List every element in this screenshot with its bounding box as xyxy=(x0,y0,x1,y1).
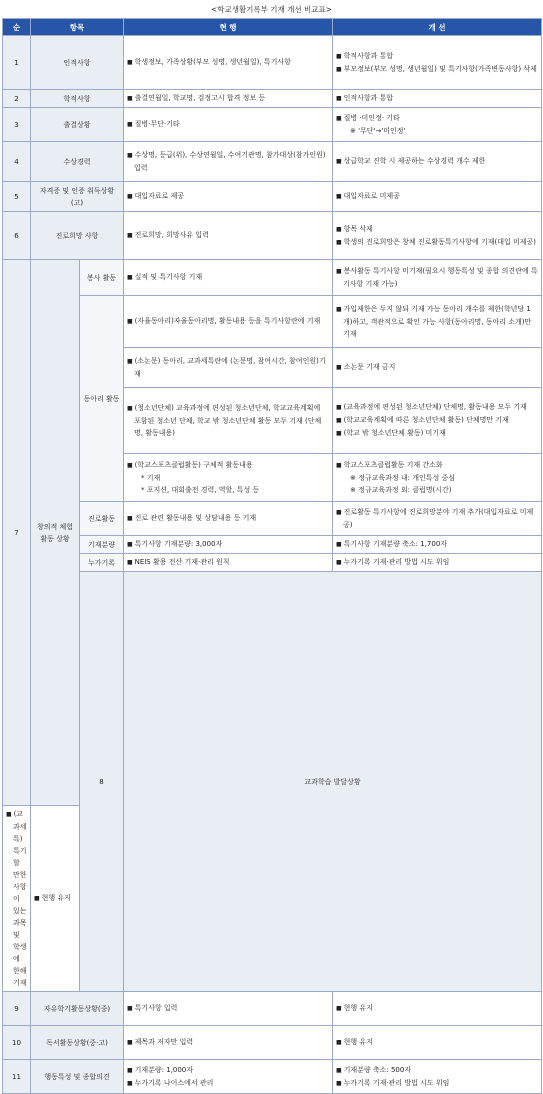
bullet-item: ■ (교육과정에 편성된 청소년단체) 단체명, 활동내용 모두 기재 xyxy=(336,401,538,414)
bullet-item: ■ 학교스포츠클럽활동 기재 간소화 xyxy=(336,459,538,472)
improved-cell xyxy=(333,992,542,1026)
table-row xyxy=(3,90,542,108)
bullet-item: ■ 진로 관련 활동내용 및 상담내용 등 기재 xyxy=(127,512,329,525)
bullet-item: ■ 인적사항과 통합 xyxy=(336,92,538,105)
table-title: <학교생활기록부 기재 개선 비교표> xyxy=(210,5,333,14)
row-item: 인적사항 xyxy=(31,36,124,90)
bullet-item: ■ 실적 및 특기사항 기재 xyxy=(127,271,329,284)
current-cell xyxy=(124,90,333,108)
improved-cell xyxy=(333,348,542,388)
header-item: 항목 xyxy=(31,19,124,36)
bullet-item: ■ (청소년단체) 교육과정에 편성된 청소년단체, 학교교육계획에 포함된 청소년 단체, 학교 밖 청소년단체 활동 모두 기재 (단체명, 활동내용) xyxy=(127,402,329,439)
bullet-item: ■ 특기사항 기재분량 축소: 1,700자 xyxy=(336,538,538,551)
improved-cell xyxy=(333,454,542,502)
bullet-item: ■ NEIS 활용 전산 기재·관리 원칙 xyxy=(127,556,329,569)
bullet-item: ■ 제목과 저자만 입력 xyxy=(127,1036,329,1049)
comparison-table xyxy=(2,18,542,1094)
bullet-item: ■ (학교스포츠클럽활동) 구체적 활동내용 xyxy=(127,459,329,472)
table-row xyxy=(3,502,542,536)
current-cell xyxy=(124,348,333,388)
bullet-item: ■ 소논문 기재 금지 xyxy=(336,361,538,374)
bullet-item: ■ (자율동아리)자율동아리명, 활동내용 등을 특기사항란에 기재 xyxy=(127,315,329,328)
row-item: 학적사항 xyxy=(31,90,124,108)
current-cell xyxy=(124,1060,333,1094)
bullet-item: ■ 현행 유지 xyxy=(336,1002,538,1015)
bullet-item: ■ 진로활동 특기사항에 진로희망분야 기재 추가(대입자료로 미제공) xyxy=(336,506,538,531)
improved-cell xyxy=(333,90,542,108)
sub-item: 봉사 활동 xyxy=(80,260,124,296)
bullet-item: ■ 대입자료로 미제공 xyxy=(336,190,538,203)
current-cell xyxy=(124,454,333,502)
bullet-item: ■ 봉사활동 특기사항 미기재(필요시 행동특성 및 종합 의견란에 특기사항 기재 가능) xyxy=(336,265,538,290)
improved-cell xyxy=(333,388,542,454)
bullet-item: ■ 상급학교 진학 시 제공하는 수상경력 개수 제한 xyxy=(336,155,538,168)
header-row xyxy=(3,19,542,36)
note-item: ※ 정규교육과정 내: 개인특성 중심 xyxy=(350,474,456,482)
row-item: 자격증 및 인증 취득상황(고) xyxy=(31,182,124,212)
improved-cell xyxy=(333,36,542,90)
improved-cell xyxy=(333,502,542,536)
table-row xyxy=(3,554,542,572)
table-row xyxy=(3,212,542,260)
improved-cell xyxy=(333,536,542,554)
table-row xyxy=(3,142,542,182)
table-row xyxy=(3,1060,542,1094)
bullet-item: ■ 현행 유지 xyxy=(34,892,76,905)
row-item: 진로희망 사항 xyxy=(31,212,124,260)
current-cell xyxy=(124,554,333,572)
current-cell xyxy=(124,992,333,1026)
row-num: 1 xyxy=(3,36,31,90)
bullet-item: ■ 현행 유지 xyxy=(336,1036,538,1049)
table-row xyxy=(3,182,542,212)
improved-cell xyxy=(31,806,80,992)
table-row xyxy=(3,36,542,90)
current-cell xyxy=(124,536,333,554)
row-num: 6 xyxy=(3,212,31,260)
header-improved: 개 선 xyxy=(333,19,542,36)
improved-cell xyxy=(333,296,542,348)
bullet-item: ■ (학교 밖 청소년단체 활동) 미기재 xyxy=(336,427,538,440)
bullet-item: ■ (학교교육계획에 따른 청소년단체 활동) 단체명만 기재 xyxy=(336,414,538,427)
bullet-item: ■ 기재분량: 1,000자 xyxy=(127,1064,329,1077)
row-item: 교과학습 발달상황 xyxy=(124,572,542,992)
improved-cell xyxy=(333,212,542,260)
bullet-item: ■ 부모정보(부모 성명, 생년월일) 및 특기사항(가족변동사항) 삭제 xyxy=(336,63,538,76)
improved-cell xyxy=(333,142,542,182)
header-current: 현 행 xyxy=(124,19,333,36)
row-num: 2 xyxy=(3,90,31,108)
improved-cell xyxy=(333,554,542,572)
improved-cell xyxy=(333,108,542,142)
note-item: * 기재 xyxy=(141,474,161,482)
note-item: * 포지션, 대회출전 경력, 역할, 특성 등 xyxy=(141,486,260,494)
table-row xyxy=(3,992,542,1026)
bullet-item: ■ 수상명, 등급(위), 수상연월일, 수여기관명, 참가대상(참가인원) 입력 xyxy=(127,149,329,174)
bullet-item: ■ 누가기록 기재·관리 방법 시도 위임 xyxy=(336,1077,538,1090)
improved-cell xyxy=(333,1026,542,1060)
bullet-item: ■ 학적사항과 통합 xyxy=(336,50,538,63)
current-cell xyxy=(124,296,333,348)
current-cell xyxy=(124,502,333,536)
row-item: 독서활동상황(중·고) xyxy=(31,1026,124,1060)
table-row xyxy=(3,108,542,142)
row-item: 출결상황 xyxy=(31,108,124,142)
row-num: 5 xyxy=(3,182,31,212)
bullet-item: ■ (교과세특) 특기할 만한 사항이 있는 과목 및 학생에 한해 기재 xyxy=(6,808,27,989)
bullet-item: ■ (소논문) 동아리, 교과세특란에 (논문명, 참여시간, 참여인원)기재 xyxy=(127,355,329,380)
sub-item: 진로활동 xyxy=(80,502,124,536)
table-row xyxy=(3,260,542,296)
sub-item: 동아리 활동 xyxy=(80,296,124,502)
sub-item: 누가기록 xyxy=(80,554,124,572)
table-row xyxy=(3,296,542,348)
row-num: 7 xyxy=(3,260,31,806)
improved-cell xyxy=(333,260,542,296)
improved-cell xyxy=(333,182,542,212)
row-item: 자유학기활동상황(중) xyxy=(31,992,124,1026)
note-item: ※ '무단'→'미인정' xyxy=(350,127,406,135)
note-item: ※ 정규교육과정 외: 클럽명(시간) xyxy=(350,486,452,494)
table-row xyxy=(3,536,542,554)
bullet-item: ■ 특기사항 기재분량: 3,000자 xyxy=(127,538,329,551)
bullet-item: ■ 질병 ·미인정· 기타 xyxy=(336,112,538,125)
sub-item: 기재분량 xyxy=(80,536,124,554)
bullet-item: ■ 기재분량 축소: 500자 xyxy=(336,1064,538,1077)
bullet-item: ■ 학생의 진로희망은 창체 진로활동특기사항에 기재(대입 미제공) xyxy=(336,236,538,249)
current-cell xyxy=(124,388,333,454)
row-num: 3 xyxy=(3,108,31,142)
bullet-item: ■ 학생정보, 가족상황(부모 성명, 생년월일), 특기사항 xyxy=(127,56,329,69)
bullet-item: ■ 항목 삭제 xyxy=(336,223,538,236)
current-cell xyxy=(3,806,31,992)
row-num: 8 xyxy=(80,572,124,992)
bullet-item: ■ 특기사항 입력 xyxy=(127,1002,329,1015)
row-num: 9 xyxy=(3,992,31,1026)
current-cell xyxy=(124,108,333,142)
row-item: 창의적 체험 활동 상황 xyxy=(31,260,80,806)
bullet-item: ■ 누가기록 기재·관리 방법 시도 위임 xyxy=(336,556,538,569)
table-row xyxy=(3,1026,542,1060)
current-cell xyxy=(124,212,333,260)
current-cell xyxy=(124,36,333,90)
current-cell xyxy=(124,182,333,212)
row-num: 10 xyxy=(3,1026,31,1060)
current-cell xyxy=(124,142,333,182)
current-cell xyxy=(124,1026,333,1060)
current-cell xyxy=(124,260,333,296)
row-num: 11 xyxy=(3,1060,31,1094)
bullet-item: ■ 출결연월일, 학교명, 검정고시 합격 정보 등 xyxy=(127,92,329,105)
bullet-item: ■ 누가기록 나이스에서 관리 xyxy=(127,1077,329,1090)
row-item: 행동특성 및 종합의견 xyxy=(31,1060,124,1094)
bullet-item: ■ 진로희망, 희망사유 입력 xyxy=(127,229,329,242)
header-num: 순 xyxy=(3,19,31,36)
bullet-item: ■ 가입제한은 두지 않되 기재 가능 동아리 개수를 제한(학년당 1개)하고, 객관적으로 확인 가능 사항(동아리명, 동아리 소개)만 기재 xyxy=(336,303,538,340)
row-num: 4 xyxy=(3,142,31,182)
bullet-item: ■ 대입자료로 제공 xyxy=(127,190,329,203)
improved-cell xyxy=(333,1060,542,1094)
row-item: 수상경력 xyxy=(31,142,124,182)
bullet-item: ■ 질병·무단·기타 xyxy=(127,118,329,131)
table-row xyxy=(3,572,542,806)
